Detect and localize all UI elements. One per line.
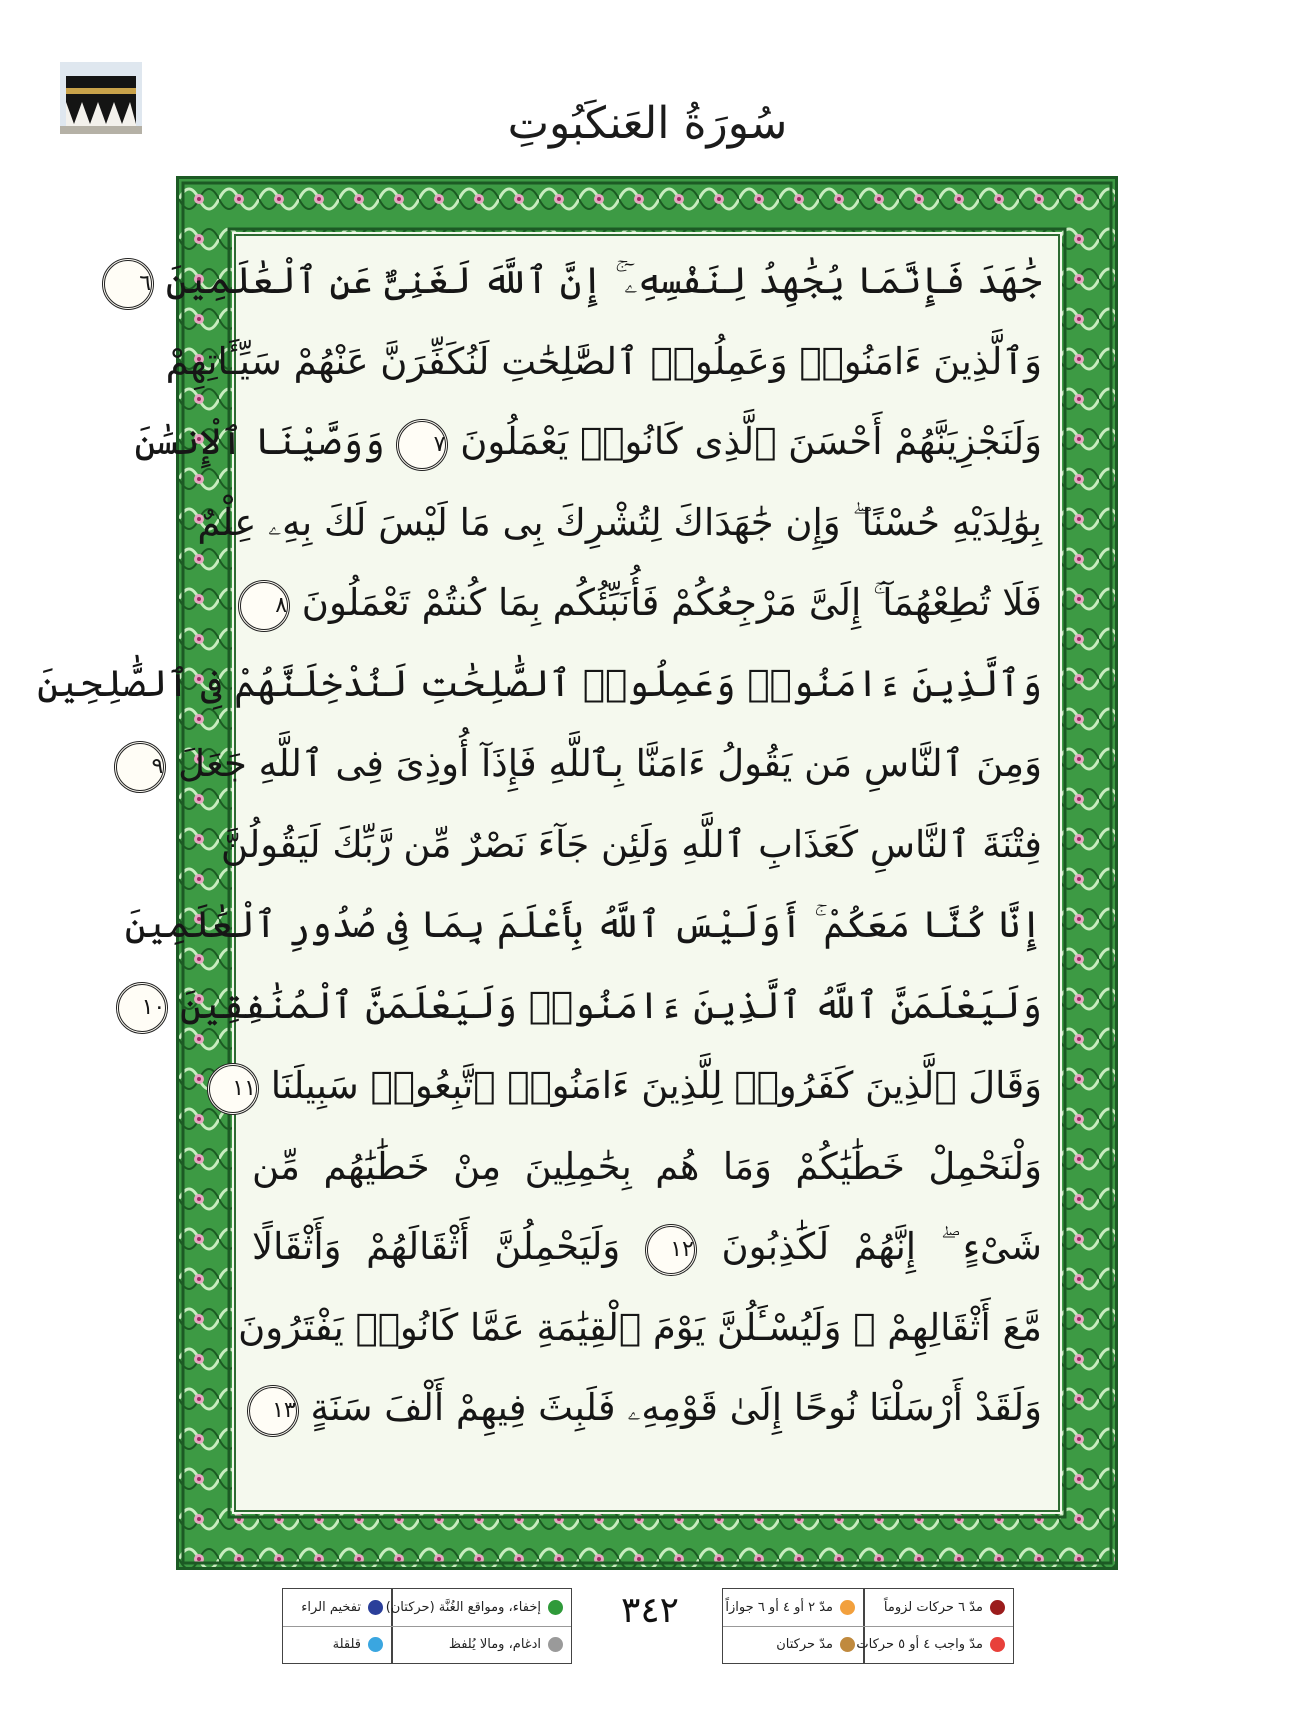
verse-text: وَلَقَدْ أَرْسَلْنَا نُوحًا إِلَىٰ قَوْمِهِۦ فَلَبِثَ فِيهِمْ أَلْفَ سَنَةٍ xyxy=(310,1386,1042,1429)
legend-item-qalqala: قلقلة xyxy=(325,1637,391,1652)
verse-line xyxy=(151,727,1042,801)
legend-right xyxy=(722,1588,1014,1664)
legend-item-idgham: ادغام، ومالا يُلفظ xyxy=(441,1637,571,1652)
verse-line xyxy=(141,969,1042,1043)
verse-text: فِتْنَةَ ٱلنَّاسِ كَعَذَابِ ٱللَّهِ وَلَئِن جَآءَ نَصْرٌ مِّن رَّبِّكَ لَيَقُولُنَّ xyxy=(220,822,1042,866)
legend-item-madd-jawaz: مدّ ٢ أو ٤ أو ٦ جوازاً xyxy=(717,1600,863,1615)
verse-text: وَٱلَّذِينَ ءَامَنُوا۟ وَعَمِلُوا۟ ٱلصَّٰلِحَٰتِ لَنُكَفِّرَنَّ عَنْهُمْ سَيِّـَٔاتِهِمْ xyxy=(165,339,1042,383)
verse-text: وَمِنَ ٱلنَّاسِ مَن يَقُولُ ءَامَنَّا بِٱللَّهِ فَإِذَآ أُوذِىَ فِى ٱللَّهِ جَعَلَ xyxy=(178,742,1042,785)
verse-line xyxy=(37,647,1042,721)
verse-line xyxy=(124,888,1042,962)
verse-text: وَلَنَجْزِيَنَّهُمْ أَحْسَنَ ٱلَّذِى كَانُوا۟ يَعْمَلُونَ xyxy=(460,420,1042,463)
verse-text: شَىْءٍ ۖ إِنَّهُمْ لَكَٰذِبُونَ xyxy=(721,1225,1042,1268)
blue-dot xyxy=(368,1600,383,1615)
verse-text: إِنَّا كُنَّا مَعَكُمْ ۚ أَوَلَيْسَ ٱللَّهُ بِأَعْلَمَ بِمَا فِى صُدُورِ ٱلْعَٰلَمِينَ xyxy=(124,903,1042,946)
verse-text: وَلَيَحْمِلُنَّ أَثْقَالَهُمْ وَأَثْقَالًا xyxy=(252,1225,621,1268)
verse-line xyxy=(252,1210,1042,1284)
red-dot xyxy=(990,1637,1005,1652)
gray-dot xyxy=(548,1637,563,1652)
ayah-number-marker: ١٣ xyxy=(247,1385,299,1437)
legend-item-ikhfa: إخفاء، ومواقع الغُنَّة (حركتان) xyxy=(378,1600,571,1615)
ayah-number-marker: ١٢ xyxy=(645,1224,697,1276)
verse-line xyxy=(232,1049,1042,1123)
light-blue-dot xyxy=(368,1637,383,1652)
verse-text: فَلَا تُطِعْهُمَآ ۚ إِلَىَّ مَرْجِعُكُمْ فَأُنَبِّئُكُم بِمَا كُنتُمْ تَعْمَلُونَ xyxy=(301,581,1042,624)
legend-item-tafkhim: تفخيم الراء xyxy=(293,1600,391,1615)
ayah-number-marker: ١١ xyxy=(207,1063,259,1115)
verse-line xyxy=(134,405,1042,479)
verse-text: وَلَيَعْلَمَنَّ ٱللَّهُ ٱلَّذِينَ ءَامَنُوا۟ وَلَيَعْلَمَنَّ ٱلْمُنَٰفِقِينَ xyxy=(179,983,1042,1027)
verse-text: وَقَالَ ٱلَّذِينَ كَفَرُوا۟ لِلَّذِينَ ءَامَنُوا۟ ٱتَّبِعُوا۟ سَبِيلَنَا xyxy=(270,1064,1042,1107)
verse-line xyxy=(139,244,1042,318)
verse-line xyxy=(197,486,1042,560)
legend-item-madd-6: مدّ ٦ حركات لزوماً xyxy=(876,1600,1013,1615)
verse-line xyxy=(238,1291,1042,1365)
surah-title: سُورَةُ العَنكَبُوتِ xyxy=(507,98,788,149)
orange-dot xyxy=(840,1600,855,1615)
verse-line xyxy=(252,1130,1042,1204)
verse-text: وَلْنَحْمِلْ خَطَٰيَٰكُمْ وَمَا هُم بِحَٰمِلِينَ مِنْ خَطَٰيَٰهُم مِّن xyxy=(252,1144,1042,1188)
verse-text: بِوَٰلِدَيْهِ حُسْنًا ۖ وَإِن جَٰهَدَاكَ لِتُشْرِكَ بِى مَا لَيْسَ لَكَ بِهِۦ عِلْمٌ xyxy=(197,500,1042,544)
verse-text: وَٱلَّذِينَ ءَامَنُوا۟ وَعَمِلُوا۟ ٱلصَّٰلِحَٰتِ لَنُدْخِلَنَّهُمْ فِى ٱلصَّٰلِحِينَ xyxy=(37,661,1042,705)
verse-line xyxy=(252,1371,1042,1445)
green-dot xyxy=(548,1600,563,1615)
ayah-number-marker: ٩ xyxy=(114,741,166,793)
verse-text: وَوَصَّيْنَا ٱلْإِنسَٰنَ xyxy=(134,420,385,463)
legend-left xyxy=(282,1588,572,1664)
dark-red-dot xyxy=(990,1600,1005,1615)
verse-line xyxy=(220,808,1042,882)
ayah-number-marker: ٧ xyxy=(396,419,448,471)
ayah-number-marker: ١٠ xyxy=(116,982,168,1034)
legend-item-madd-wajib: مدّ واجب ٤ أو ٥ حركات xyxy=(848,1637,1013,1652)
verse-line xyxy=(165,325,1042,399)
brown-dot xyxy=(840,1637,855,1652)
ayah-number-marker: ٨ xyxy=(238,580,290,632)
verse-text: مَّعَ أَثْقَالِهِمْ ۖ وَلَيُسْـَٔلُنَّ يَوْمَ ٱلْقِيَٰمَةِ عَمَّا كَانُوا۟ يَفْتَرُونَ xyxy=(238,1305,1042,1349)
verse-line xyxy=(252,566,1042,640)
verse-text: جَٰهَدَ فَإِنَّمَا يُجَٰهِدُ لِنَفْسِهِۦٓ ۚ إِنَّ ٱللَّهَ لَغَنِىٌّ عَنِ ٱلْعَٰلَمِينَ xyxy=(165,259,1042,302)
legend-item-madd-2: مدّ حركتان xyxy=(768,1637,863,1652)
ayah-number-marker: ٦ xyxy=(102,258,154,310)
page-number: ٣٤٢ xyxy=(620,1590,679,1631)
